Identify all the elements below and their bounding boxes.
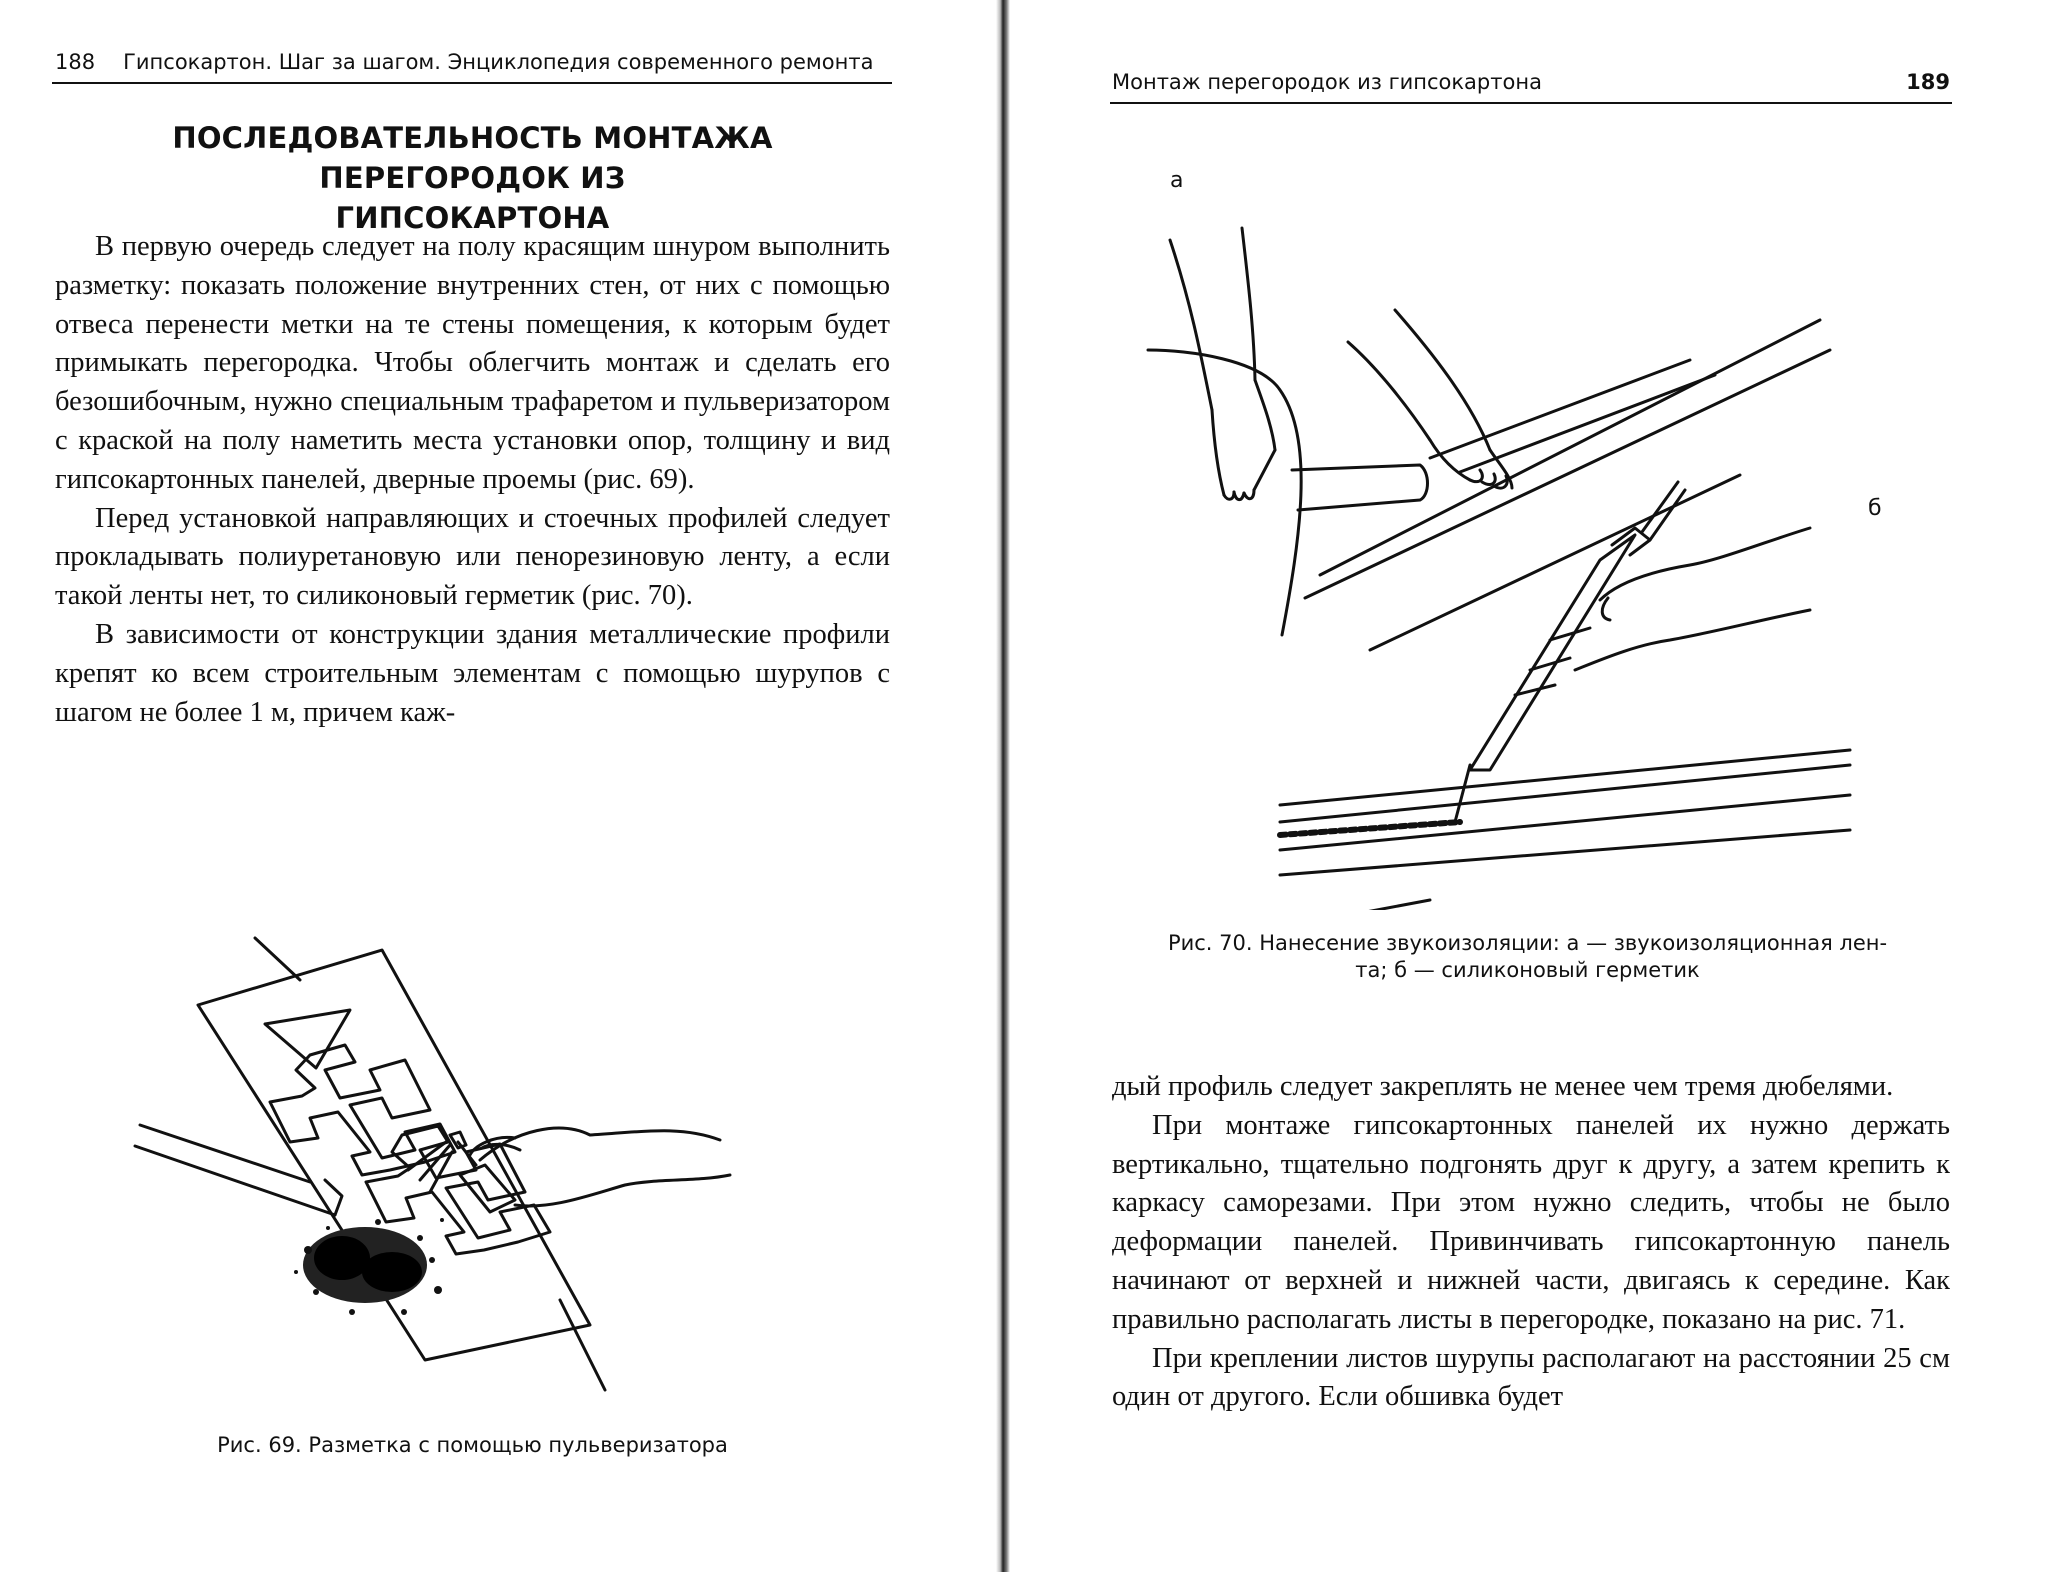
figure-69-stencil-spray bbox=[120, 920, 880, 1400]
left-body-text bbox=[55, 228, 890, 732]
figure-label-a: а bbox=[1170, 168, 1184, 193]
running-title: Монтаж перегородок из гипсокартона bbox=[1112, 70, 1542, 94]
left-hand bbox=[1212, 410, 1224, 495]
right-page bbox=[1000, 0, 2048, 1572]
paragraph: При креплении листов шурупы располагают на расстоянии 25 см один от другого. Если обшивка будет bbox=[1112, 1342, 1950, 1413]
section-title-line: ГИПСОКАРТОНА bbox=[335, 201, 610, 235]
paragraph: При монтаже гипсокартонных панелей их нужно держать вертикально, тщательно подгонять друг к другу, а затем крепить к каркасу саморезами. При этом нужно следить, чтобы не было деформации панелей. Привинчивать гипсокартонную панель начинают от верхней и нижней части, двигаясь к середине. Как правильно располагать листы в перегородке, показано на рис. 71. bbox=[1112, 1109, 1950, 1335]
paragraph: Перед установкой направляющих и стоечных профилей следует прокладывать полиуретановую или пенорезиновую ленту, а если такой ленты нет, то силиконовый герметик (рис. 70). bbox=[55, 502, 890, 612]
paragraph: дый профиль следует закреплять не менее чем тремя дюбелями. bbox=[1112, 1071, 1894, 1102]
track-profile bbox=[1320, 320, 1820, 575]
header-rule bbox=[52, 82, 892, 84]
left-page bbox=[0, 0, 1000, 1572]
paragraph: В зависимости от конструкции здания металлические профили крепят ко всем строительным элементам с помощью шурупов с шагом не более 1 м, причем каж- bbox=[55, 618, 890, 728]
hand bbox=[480, 1128, 720, 1160]
caption-line: Рис. 70. Нанесение звукоизоляции: а — звукоизоляционная лен- bbox=[1167, 931, 1888, 955]
right-body-text bbox=[1112, 1068, 1950, 1417]
sealant-bead bbox=[1280, 822, 1460, 835]
figure-69-caption: Рис. 69. Разметка с помощью пульверизатора bbox=[217, 1433, 728, 1457]
caption-line: та; б — силиконовый герметик bbox=[1355, 958, 1700, 982]
right-arm bbox=[1348, 342, 1430, 440]
left-page-header bbox=[55, 50, 888, 74]
figure-70-sound-insulation bbox=[1130, 210, 1950, 910]
running-title: Гипсокартон. Шаг за шагом. Энциклопедия современного ремонта bbox=[123, 50, 874, 74]
right-page-header bbox=[1112, 70, 1950, 94]
figure-70-caption bbox=[1115, 930, 1940, 984]
insulation-tape bbox=[1292, 465, 1428, 510]
page-number: 188 bbox=[55, 50, 96, 74]
section-title bbox=[55, 118, 890, 238]
caulking-gun bbox=[1470, 535, 1635, 770]
figure-label-b: б bbox=[1868, 496, 1882, 521]
section-title-line: ПОСЛЕДОВАТЕЛЬНОСТЬ МОНТАЖА ПЕРЕГОРОДОК ИЗ bbox=[172, 121, 773, 195]
paragraph: В первую очередь следует на полу красящим шнуром выполнить разметку: показать положение внутренних стен, от них с помощью отвеса перенести метки на те стены помещения, к которым будет примыкать перегородка. Чтобы облегчить монтаж и сделать его безошибочным, нужно специальным трафаретом и пульверизатором с краской на полу наметить места установки опор, толщину и вид гипсокартонных панелей, дверные проемы (рис. 69). bbox=[55, 231, 890, 495]
left-arm bbox=[1170, 240, 1212, 410]
floor-line bbox=[255, 938, 300, 980]
header-rule bbox=[1110, 102, 1952, 104]
page-number: 189 bbox=[1906, 70, 1950, 94]
paint-spray-patch bbox=[294, 1218, 444, 1315]
